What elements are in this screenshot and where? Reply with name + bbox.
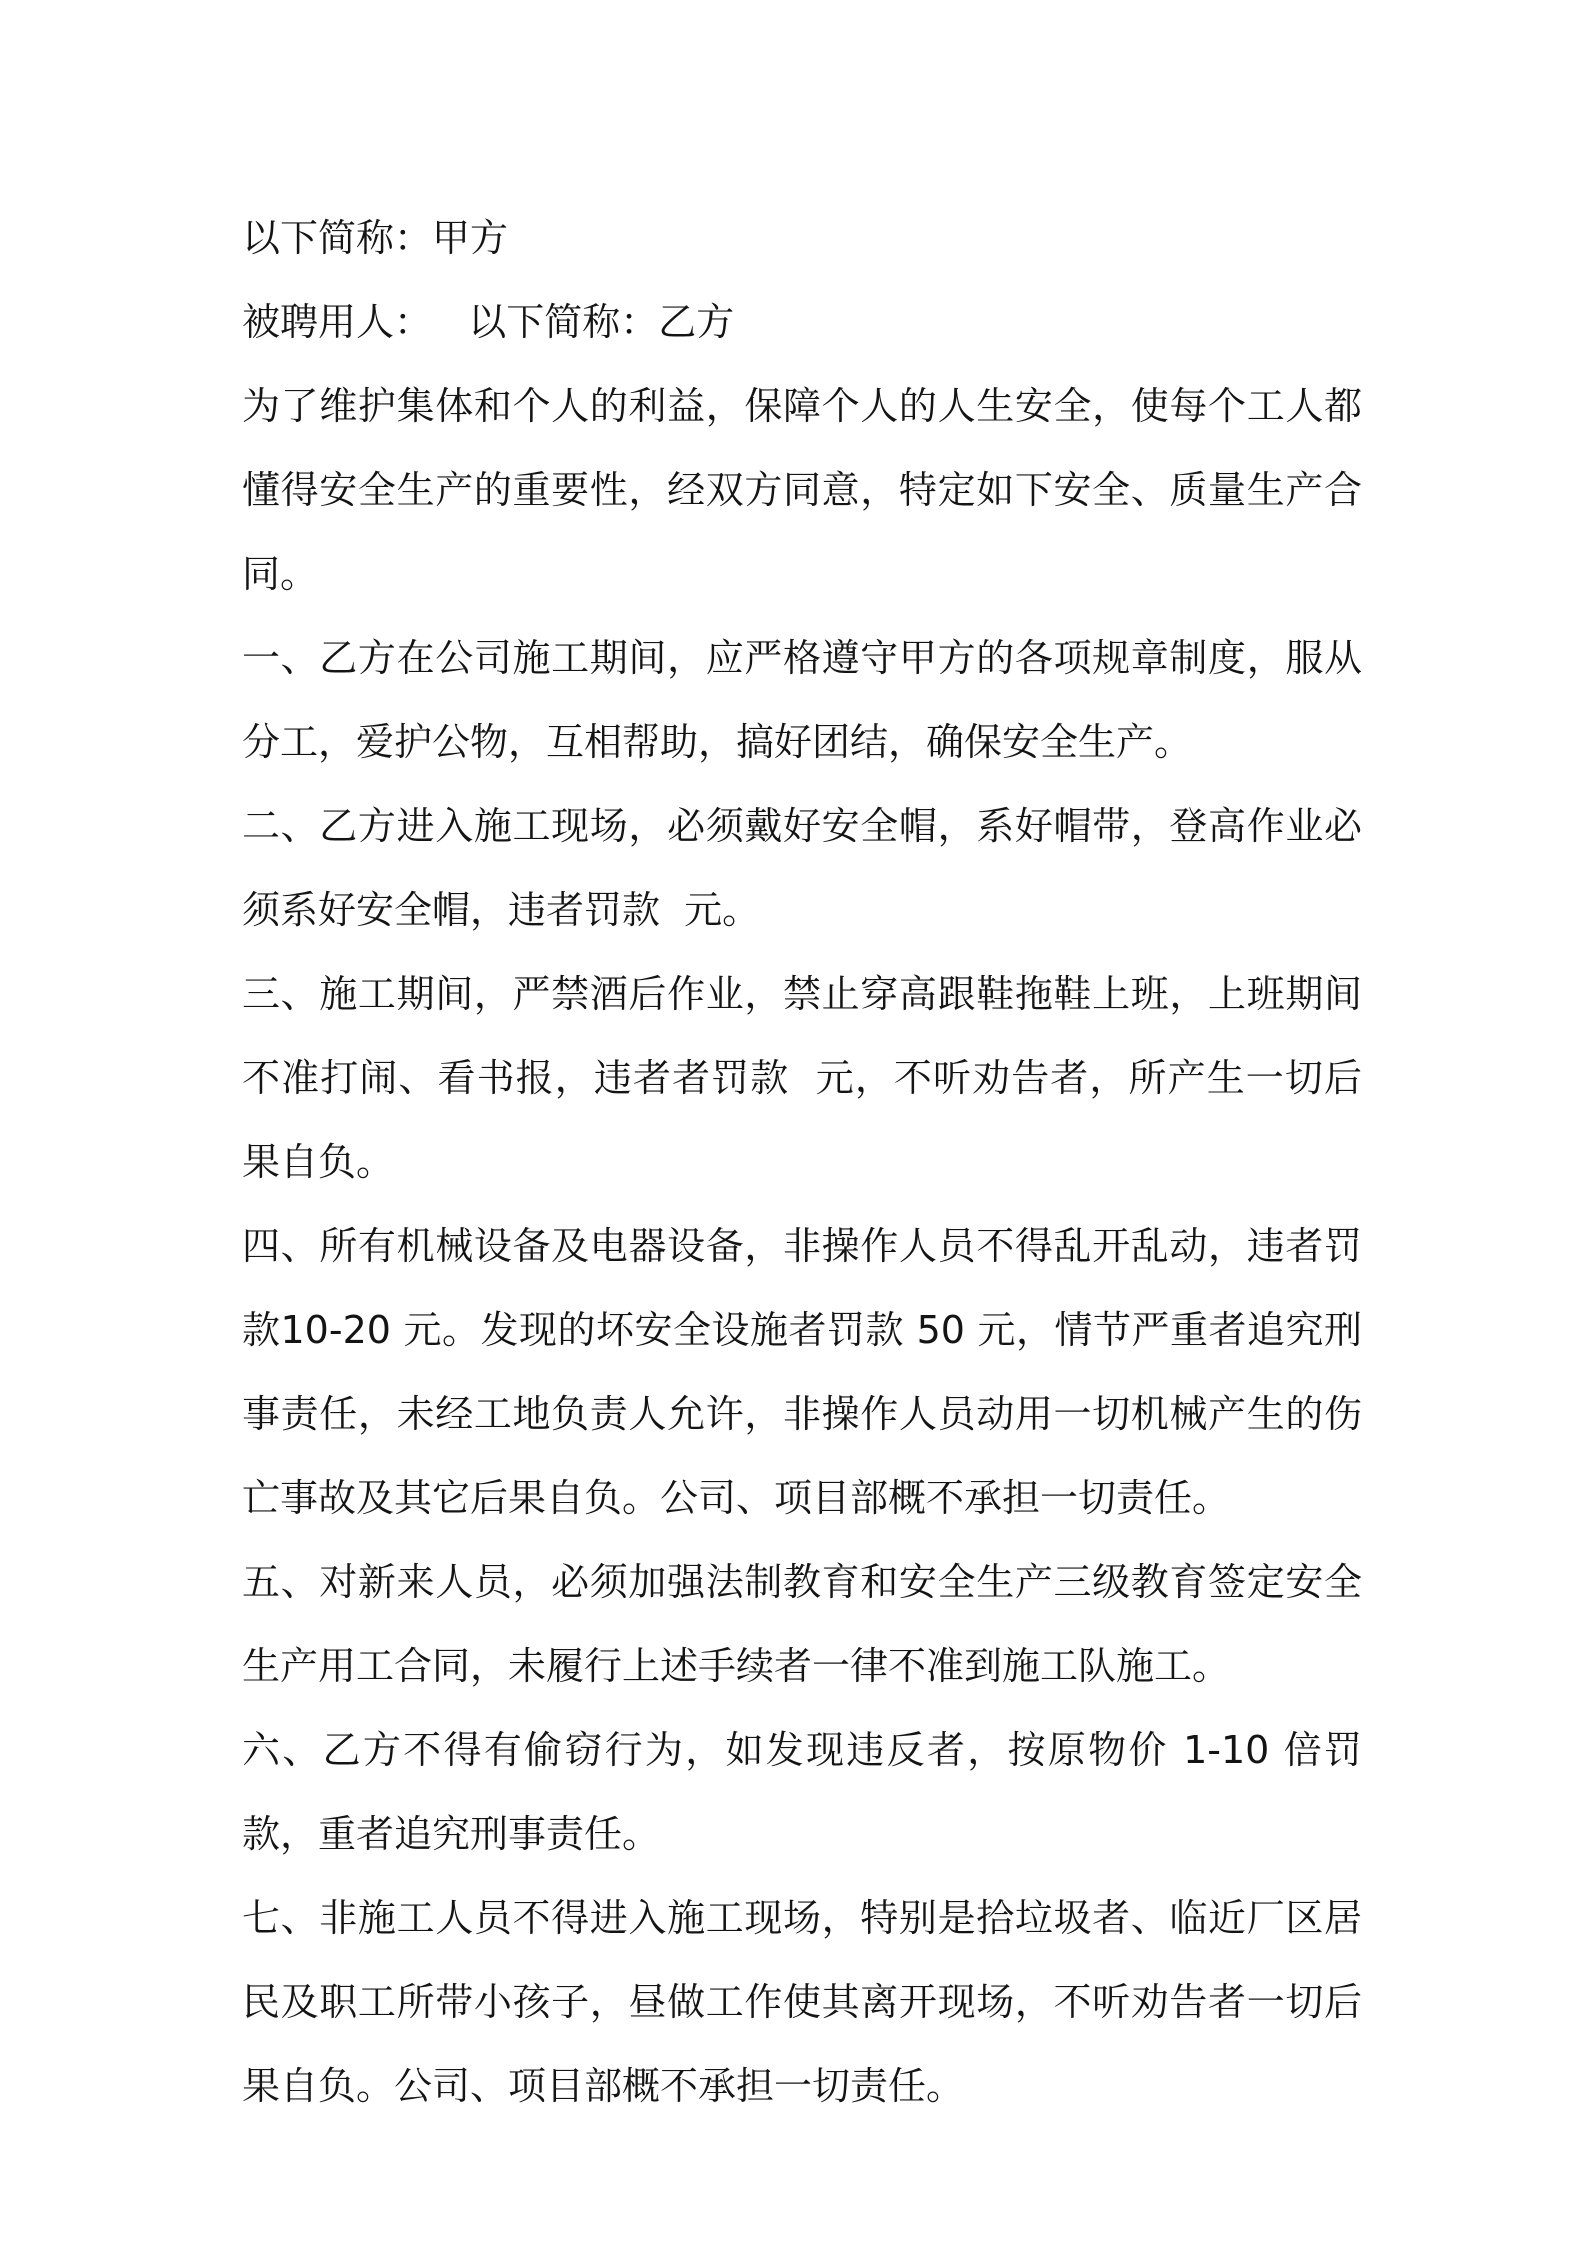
clause-2: 二、乙方进入施工现场，必须戴好安全帽，系好帽带，登高作业必须系好安全帽，违者罚款 元。: [242, 804, 1362, 932]
document-body: [242, 196, 1362, 2128]
clause-5: 五、对新来人员，必须加强法制教育和安全生产三级教育签定安全生产用工合同，未履行上述手续者一律不准到施工队施工。: [242, 1560, 1362, 1688]
clause-1: 一、乙方在公司施工期间，应严格遵守甲方的各项规章制度，服从分工，爱护公物，互相帮助，搞好团结，确保安全生产。: [242, 636, 1362, 764]
clause-6: 六、乙方不得有偷窃行为，如发现违反者，按原物价 1-10 倍罚款，重者追究刑事责任。: [242, 1728, 1362, 1856]
paragraph-party-a: 以下简称：甲方: [242, 216, 509, 260]
clause-7: 七、非施工人员不得进入施工现场，特别是拾垃圾者、临近厂区居民及职工所带小孩子，昼做工作使其离开现场，不听劝告者一切后果自负。公司、项目部概不承担一切责任。: [242, 1896, 1362, 2108]
clause-3: 三、施工期间，严禁酒后作业，禁止穿高跟鞋拖鞋上班，上班期间不准打闹、看书报，违者者罚款 元，不听劝告者，所产生一切后果自负。: [242, 972, 1362, 1184]
paragraph-party-b: 被聘用人： 以下简称：乙方: [242, 300, 735, 344]
clause-4: 四、所有机械设备及电器设备，非操作人员不得乱开乱动，违者罚款10-20 元。发现的坏安全设施者罚款 50 元，情节严重者追究刑事责任，未经工地负责人允许，非操作人员动用一切机械产生的伤亡事故及其它后果自负。公司、项目部概不承担一切责任。: [242, 1224, 1362, 1520]
paragraph-preamble: 为了维护集体和个人的利益，保障个人的人生安全，使每个工人都懂得安全生产的重要性，经双方同意，特定如下安全、质量生产合同。: [242, 384, 1362, 596]
